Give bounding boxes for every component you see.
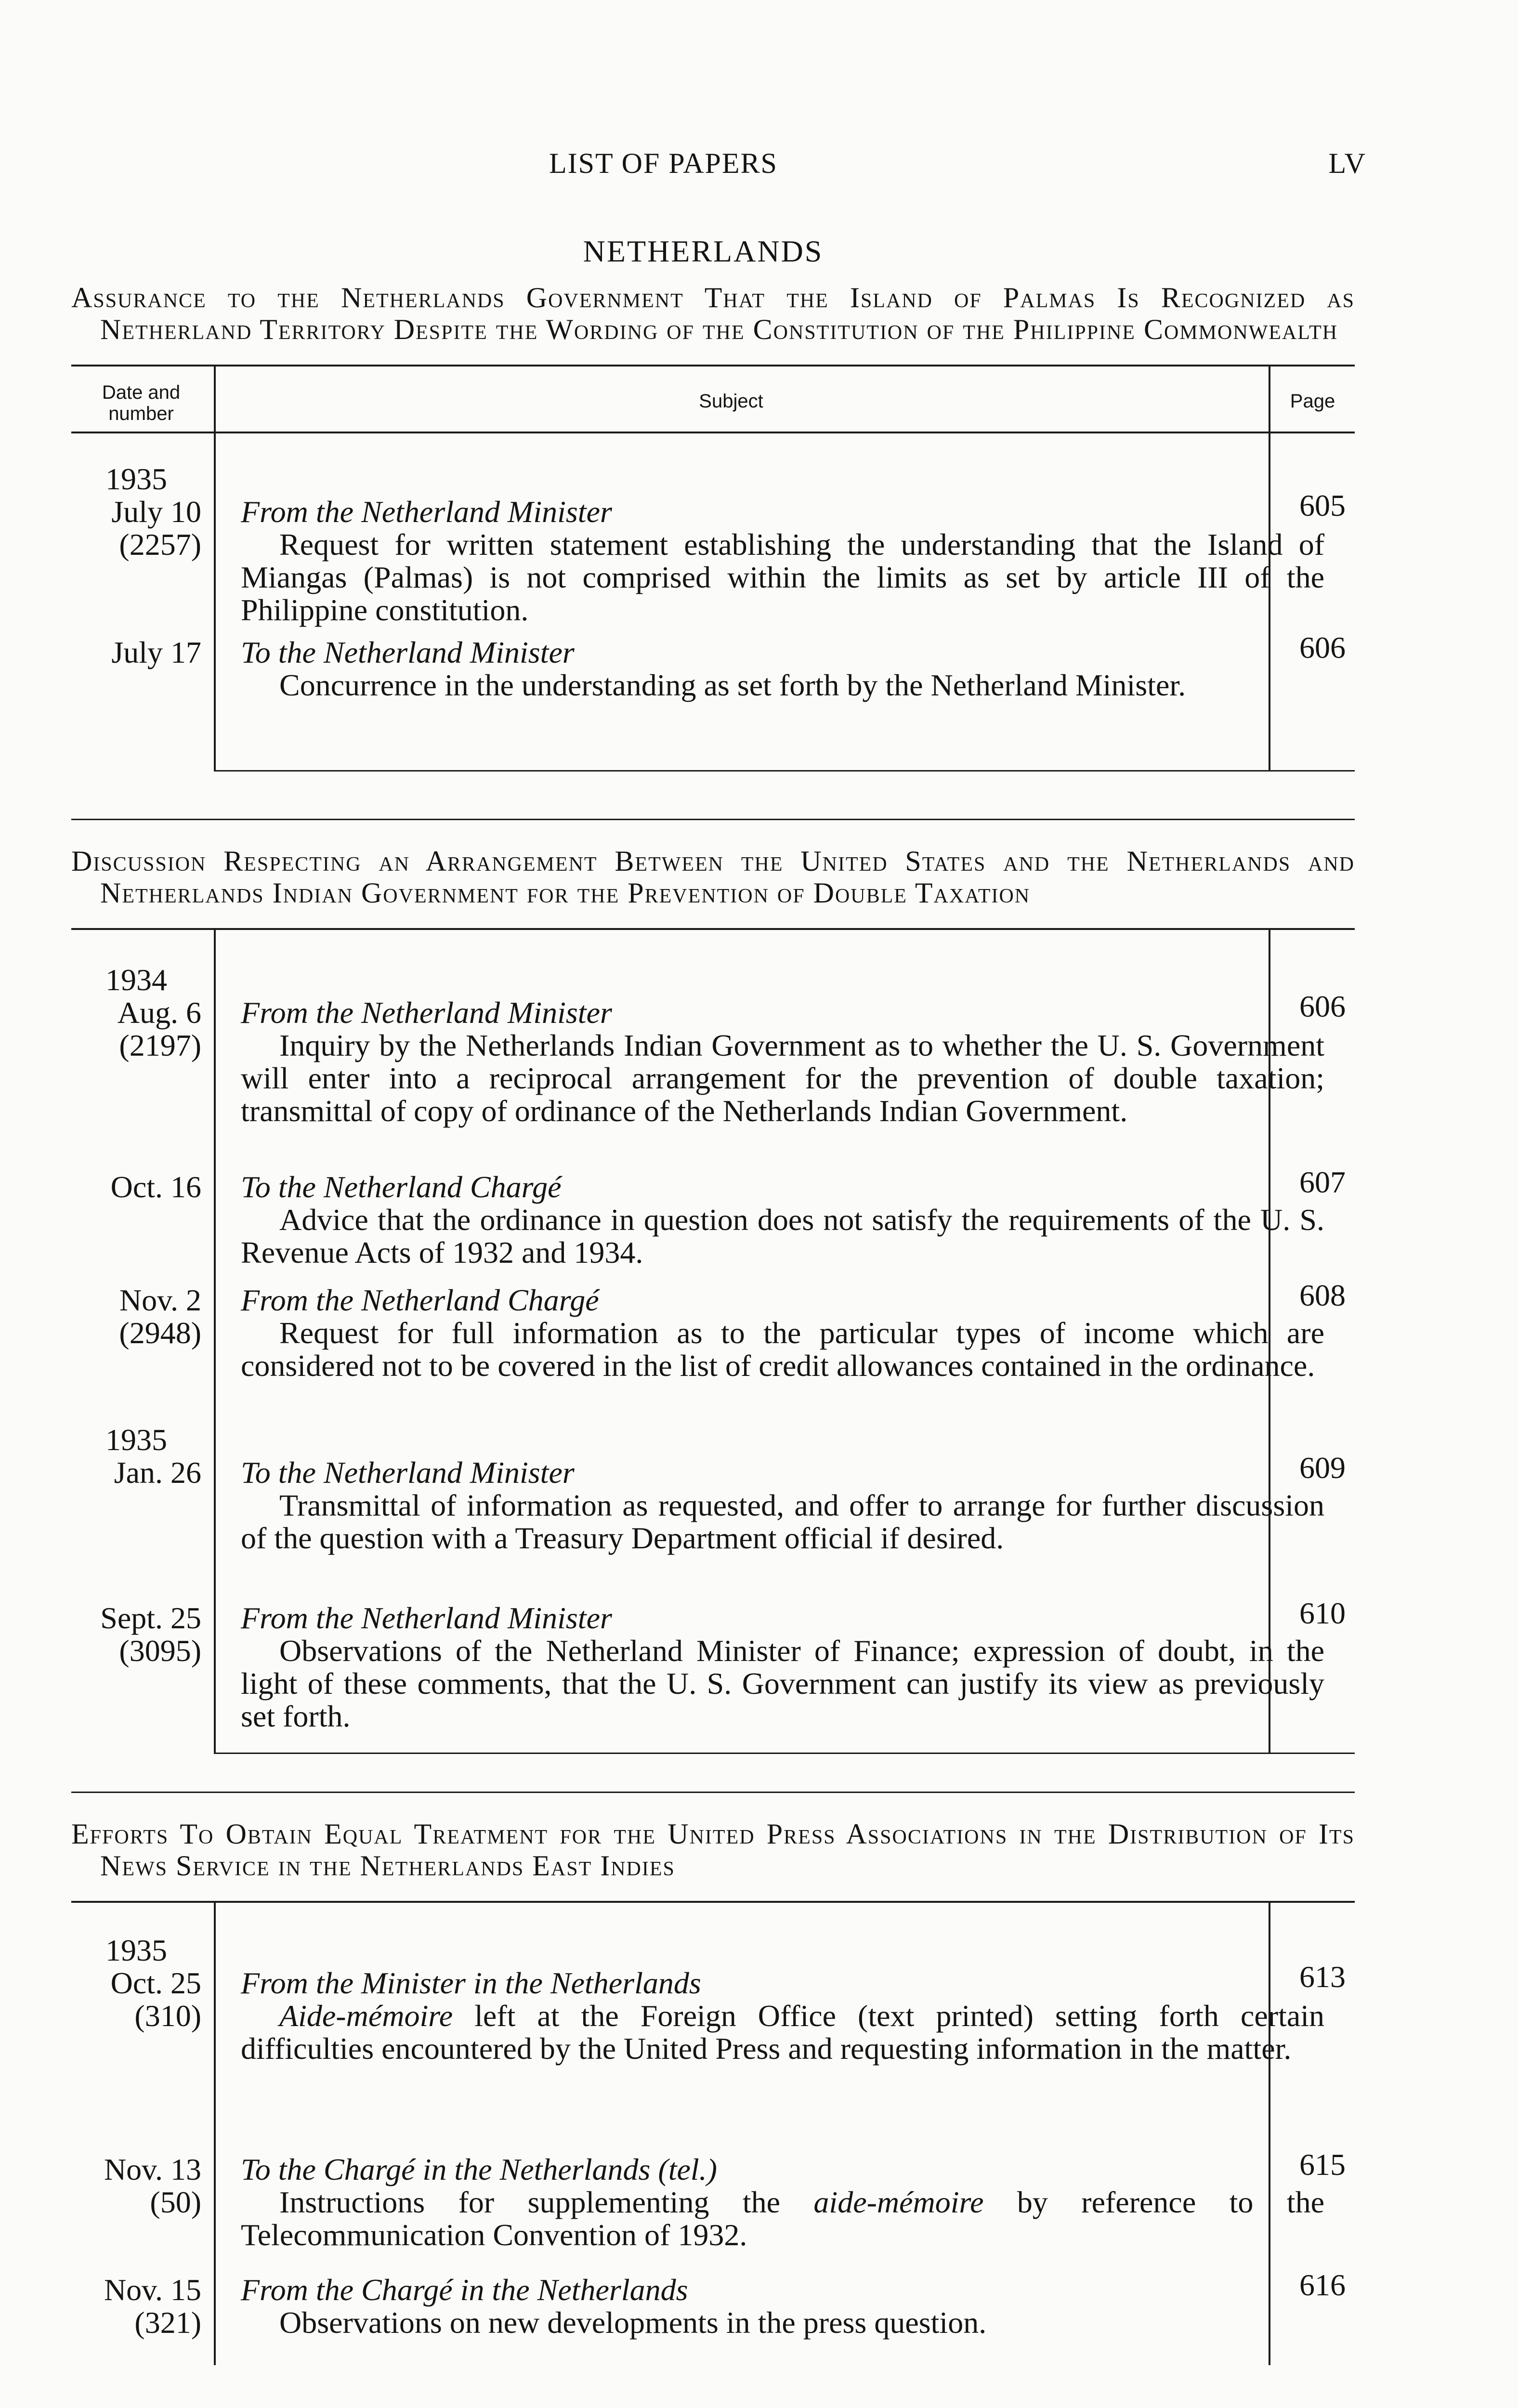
entry-from: From the Minister in the Netherlands xyxy=(241,1966,701,2000)
entry-description: Advice that the ordinance in question does not satisfy the requirements of the U. S. Revenue Acts of 1932 and 1934. xyxy=(241,1203,1324,1269)
entry-description xyxy=(241,2186,1324,2251)
entry-number: (3095) xyxy=(119,1634,201,1668)
column-header-date: Date and number xyxy=(102,382,181,424)
entry-description: Observations of the Netherland Minister of Finance; expression of doubt, in the light of these comments, that the U. S. Government can justify its view as previously set forth. xyxy=(241,1634,1324,1733)
papers-table xyxy=(71,928,1355,1782)
entry-number: (321) xyxy=(134,2305,201,2340)
entry-date: Nov. 2 xyxy=(119,1283,201,1317)
entry-description: Request for written statement establishing the understanding that the Island of Miangas (Palmas) is not comprised within the limits as set by article III of the Philippine constitution. xyxy=(241,527,1324,627)
entry-year: 1934 xyxy=(105,963,167,997)
entry-date: Sept. 25 xyxy=(100,1601,201,1635)
entry-from: From the Netherland Minister xyxy=(241,995,612,1030)
entry-date: Jan. 26 xyxy=(114,1455,201,1490)
entry-page: 613 xyxy=(1299,1960,1346,1994)
country-heading: NETHERLANDS xyxy=(583,234,824,268)
entry-description: Request for full information as to the particular types of income which are considered not to be covered in the list of credit allowances contained in the ordinance. xyxy=(241,1316,1324,1383)
entry-number: (2257) xyxy=(119,527,201,562)
entry-number: (310) xyxy=(134,1999,201,2033)
entry-number: (2948) xyxy=(119,1316,201,1350)
section-palmas xyxy=(71,282,1355,805)
entry-description-text: Instructions for supplementing the xyxy=(279,2185,814,2219)
entry-from: To the Netherland Minister xyxy=(241,1455,575,1490)
section-double-taxation xyxy=(71,845,1355,1782)
entry-description-text: left at the Foreign Office (text printed) setting forth certain difficulties encountered by the United Press and requesting information in the matter. xyxy=(241,1999,1324,2066)
entry-year: 1935 xyxy=(105,462,167,496)
entry-from: From the Netherland Minister xyxy=(241,495,612,529)
entry-description-italic: aide-mémoire xyxy=(813,2185,984,2219)
entry-number: (2197) xyxy=(119,1028,201,1062)
page-folio: LV xyxy=(1328,147,1366,179)
entry-page: 616 xyxy=(1299,2268,1346,2302)
entry-description xyxy=(241,2000,1324,2065)
entry-from: To the Chargé in the Netherlands (tel.) xyxy=(241,2152,717,2186)
entry-year: 1935 xyxy=(105,1933,167,1967)
papers-table xyxy=(71,1901,1355,2384)
entry-date: Oct. 25 xyxy=(110,1966,201,2000)
entry-date: July 10 xyxy=(111,495,201,529)
entry-from: From the Netherland Minister xyxy=(241,1601,612,1635)
entry-from: To the Netherland Minister xyxy=(241,635,575,669)
entry-date: Aug. 6 xyxy=(117,995,201,1030)
entry-description-text: by reference to the Telecommunication Convention of 1932. xyxy=(241,2185,1324,2252)
entry-page: 606 xyxy=(1299,989,1346,1023)
entry-page: 608 xyxy=(1299,1278,1346,1312)
entry-description: Observations on new developments in the press question. xyxy=(279,2305,987,2340)
papers-table xyxy=(71,365,1355,805)
table-header xyxy=(71,366,1355,433)
entry-page: 609 xyxy=(1299,1451,1346,1485)
entry-description-italic: Aide-mémoire xyxy=(279,1999,453,2033)
entry-from: From the Chargé in the Netherlands xyxy=(241,2273,688,2307)
section-title: Discussion Respecting an Arrangement Between the United States and the Netherlands and Netherlands Indian Government for the Prevention of Double Taxation xyxy=(71,845,1355,909)
entry-page: 605 xyxy=(1299,488,1346,523)
entry-description: Concurrence in the understanding as set forth by the Netherland Minister. xyxy=(279,668,1186,702)
entry-page: 606 xyxy=(1299,630,1346,665)
entry-from: To the Netherland Chargé xyxy=(241,1170,562,1204)
entry-number: (50) xyxy=(150,2185,201,2219)
section-title: Efforts To Obtain Equal Treatment for the United Press Associations in the Distribution of Its News Service in the Netherlands East Indies xyxy=(71,1818,1355,1882)
section-title: Assurance to the Netherlands Government That the Island of Palmas Is Recognized as Netherland Territory Despite the Wording of the Constitution of the Philippine Commonwealth xyxy=(71,282,1355,345)
entry-page: 610 xyxy=(1299,1596,1346,1630)
running-title: LIST OF PAPERS xyxy=(549,147,778,179)
entry-description: Inquiry by the Netherlands Indian Government as to whether the U. S. Government will enter into a reciprocal arrangement for the prevention of double taxation; transmittal of copy of ordinance of the Netherlands Indian Government. xyxy=(241,1028,1324,1128)
entry-page: 607 xyxy=(1299,1165,1346,1199)
entry-date: July 17 xyxy=(111,635,201,669)
entry-year: 1935 xyxy=(105,1423,167,1457)
entry-from: From the Netherland Chargé xyxy=(241,1283,599,1317)
entry-page: 615 xyxy=(1299,2147,1346,2182)
entry-date: Oct. 16 xyxy=(110,1170,201,1204)
column-header-page: Page xyxy=(1290,391,1335,412)
entry-date: Nov. 13 xyxy=(104,2152,201,2186)
entry-description: Transmittal of information as requested, and offer to arrange for further discussion of the question with a Treasury Department official if desired. xyxy=(241,1488,1324,1555)
entry-date: Nov. 15 xyxy=(104,2273,201,2307)
section-united-press xyxy=(71,1818,1355,2384)
column-header-subject: Subject xyxy=(699,391,763,412)
